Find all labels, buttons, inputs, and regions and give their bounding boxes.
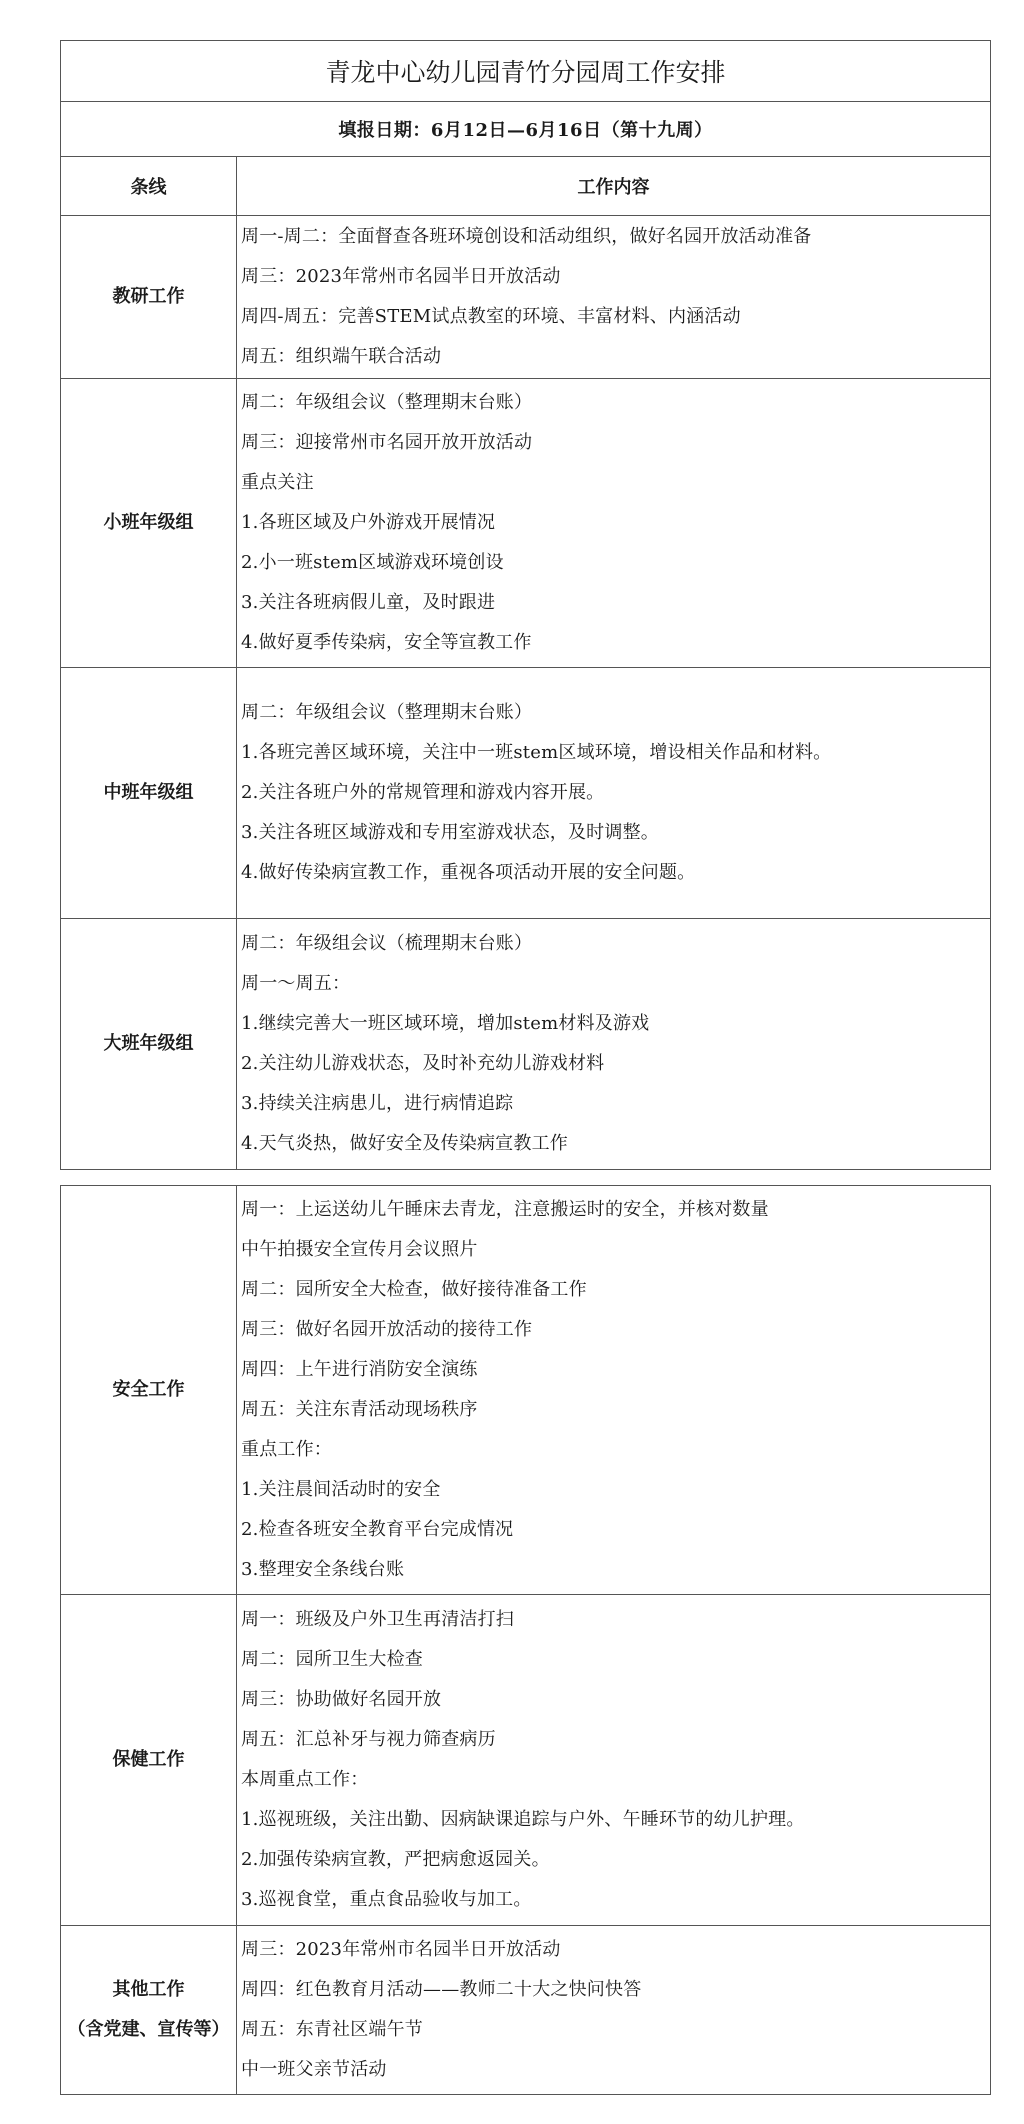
- content-line: 周三：迎接常州市名园开放开放活动: [241, 432, 533, 453]
- date-line: 填报日期：6月12日—6月16日（第十九周）: [61, 102, 991, 157]
- content-line: 周五：关注东青活动现场秩序: [241, 1399, 478, 1420]
- content-line: 1.各班完善区域环境，关注中一班stem区域环境，增设相关作品和材料。: [241, 742, 832, 763]
- content-line: 2.关注各班户外的常规管理和游戏内容开展。: [241, 782, 605, 803]
- row-label: 大班年级组: [61, 919, 237, 1170]
- content-line: 周一：上运送幼儿午睡床去青龙，注意搬运时的安全，并核对数量: [241, 1199, 769, 1220]
- row-label: 保健工作: [61, 1595, 237, 1926]
- row-content: [237, 1926, 991, 2095]
- content-line: 2.小一班stem区域游戏环境创设: [241, 552, 504, 573]
- content-line: 周五：组织端午联合活动: [241, 346, 442, 367]
- content-line: 4.做好传染病宣教工作，重视各项活动开展的安全问题。: [241, 862, 696, 883]
- content-line: 中午拍摄安全宣传月会议照片: [241, 1239, 478, 1260]
- content-line: 3.巡视食堂，重点食品验收与加工。: [241, 1889, 532, 1910]
- content-line: 重点工作：: [241, 1439, 332, 1460]
- content-line: 周四：红色教育月活动——教师二十大之快问快答: [241, 1979, 642, 2000]
- content-line: 中一班父亲节活动: [241, 2059, 387, 2080]
- content-line: 4.做好夏季传染病，安全等宣教工作: [241, 632, 532, 653]
- content-line: 周二：园所卫生大检查: [241, 1649, 423, 1670]
- row-health-work: [61, 1595, 991, 1926]
- row-label: 中班年级组: [61, 668, 237, 919]
- content-line: 周三：协助做好名园开放: [241, 1689, 442, 1710]
- content-line: 周五：汇总补牙与视力筛查病历: [241, 1729, 496, 1750]
- content-line: 周三：2023年常州市名园半日开放活动: [241, 266, 561, 287]
- row-content: [237, 379, 991, 668]
- page-title: 青龙中心幼儿园青竹分园周工作安排: [61, 41, 991, 102]
- row-safety-work: [61, 1186, 991, 1595]
- row-content: [237, 919, 991, 1170]
- column-header-category: 条线: [61, 157, 237, 216]
- content-line: 周一：班级及户外卫生再清洁打扫: [241, 1609, 514, 1630]
- content-line: 1.继续完善大一班区域环境，增加stem材料及游戏: [241, 1013, 650, 1034]
- content-line: 1.巡视班级，关注出勤、因病缺课追踪与户外、午睡环节的幼儿护理。: [241, 1809, 805, 1830]
- row-label: 安全工作: [61, 1186, 237, 1595]
- row-content: [237, 668, 991, 919]
- content-line: 3.整理安全条线台账: [241, 1559, 405, 1580]
- row-label: [61, 1926, 237, 2095]
- schedule-table-1: [60, 40, 991, 1170]
- content-line: 周一-周二：全面督查各班环境创设和活动组织，做好名园开放活动准备: [241, 226, 812, 247]
- content-line: 3.关注各班病假儿童，及时跟进: [241, 592, 496, 613]
- content-line: 周四：上午进行消防安全演练: [241, 1359, 478, 1380]
- content-line: 2.检查各班安全教育平台完成情况: [241, 1519, 514, 1540]
- content-line: 重点关注: [241, 472, 314, 493]
- content-line: 周四-周五：完善STEM试点教室的环境、丰富材料、内涵活动: [241, 306, 741, 327]
- content-line: 2.加强传染病宣教，严把病愈返园关。: [241, 1849, 550, 1870]
- content-line: 周二：年级组会议（整理期末台账）: [241, 702, 533, 723]
- content-line: 1.各班区域及户外游戏开展情况: [241, 512, 496, 533]
- row-senior-class-group: [61, 919, 991, 1170]
- row-junior-class-group: [61, 379, 991, 668]
- content-line: 周二：年级组会议（梳理期末台账）: [241, 933, 533, 954]
- content-line: 周二：年级组会议（整理期末台账）: [241, 392, 533, 413]
- content-line: 3.持续关注病患儿，进行病情追踪: [241, 1093, 514, 1114]
- row-other-work: [61, 1926, 991, 2095]
- row-content: [237, 1595, 991, 1926]
- content-line: 周一～周五：: [241, 973, 351, 994]
- column-header-content: 工作内容: [237, 157, 991, 216]
- content-line: 1.关注晨间活动时的安全: [241, 1479, 441, 1500]
- row-content: [237, 1186, 991, 1595]
- content-line: 4.天气炎热，做好安全及传染病宣教工作: [241, 1133, 568, 1154]
- row-label: 小班年级组: [61, 379, 237, 668]
- content-line: 周五：东青社区端午节: [241, 2019, 423, 2040]
- content-line: 周三：做好名园开放活动的接待工作: [241, 1319, 533, 1340]
- content-line: 3.关注各班区域游戏和专用室游戏状态，及时调整。: [241, 822, 659, 843]
- row-label-sub: （含党建、宣传等）: [67, 2019, 230, 2040]
- row-label-main: 其他工作: [112, 1979, 185, 2000]
- content-line: 本周重点工作：: [241, 1769, 369, 1790]
- content-line: 周二：园所安全大检查，做好接待准备工作: [241, 1279, 587, 1300]
- content-line: 周三：2023年常州市名园半日开放活动: [241, 1939, 561, 1960]
- row-content: [237, 216, 991, 379]
- row-teaching-research: [61, 216, 991, 379]
- row-label: 教研工作: [61, 216, 237, 379]
- row-middle-class-group: [61, 668, 991, 919]
- content-line: 2.关注幼儿游戏状态，及时补充幼儿游戏材料: [241, 1053, 605, 1074]
- schedule-table-2: [60, 1185, 991, 2095]
